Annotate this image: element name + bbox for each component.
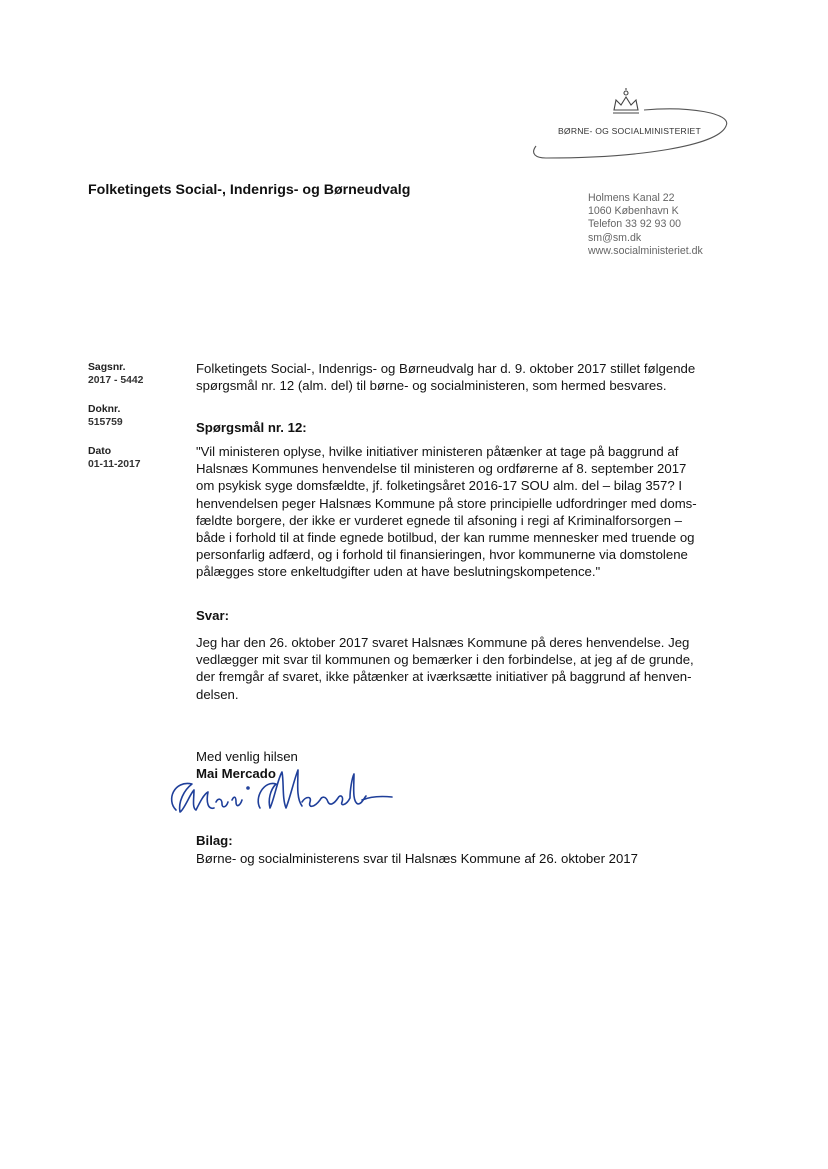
- signer-name: Mai Mercado: [196, 766, 276, 781]
- question-line: Halsnæs Kommunes henvendelse til ministeren og ordførerne af 8. september 2017: [196, 461, 687, 477]
- meta-doknr: [88, 404, 123, 428]
- dato-value: 01-11-2017: [88, 459, 141, 470]
- question-line: personfarlig adfærd, og i forhold til finansieringen, hvor kommunerne via domstolene: [196, 547, 688, 563]
- handwritten-signature: [164, 750, 394, 830]
- address-block: [588, 192, 703, 258]
- question-heading: Spørgsmål nr. 12:: [196, 420, 307, 435]
- address-street: Holmens Kanal 22: [588, 192, 675, 204]
- address-web[interactable]: www.socialministeriet.dk: [588, 244, 703, 257]
- question-line: om psykisk syge domsfældte, jf. folketingsåret 2016-17 SOU alm. del – bilag 357? I: [196, 478, 682, 494]
- crown-icon: [613, 88, 639, 113]
- intro-paragraph: [196, 360, 736, 394]
- sagsnr-label: Sagsnr.: [88, 362, 126, 373]
- ministry-name: BØRNE- OG SOCIALMINISTERIET: [558, 126, 701, 136]
- address-city: 1060 København K: [588, 205, 679, 218]
- address-email[interactable]: sm@sm.dk: [588, 231, 642, 244]
- answer-line: vedlægger mit svar til kommunen og bemærker i den forbindelse, at jeg af de grunde,: [196, 652, 694, 668]
- question-line: "Vil ministeren oplyse, hvilke initiativer ministeren påtænker at tage på baggrund af: [196, 444, 679, 459]
- attachment-heading: Bilag:: [196, 833, 233, 848]
- question-line: fældte borgere, der ikke er vurderet egnede til afsoning i regi af Kriminalforsorgen –: [196, 512, 682, 528]
- intro-line: spørgsmål nr. 12 (alm. del) til børne- og socialministeren, som hermed besvares.: [196, 378, 667, 394]
- question-line: både i forhold til at finde egnede botilbud, der kan rumme mennesker med truende og: [196, 530, 695, 546]
- answer-line: Jeg har den 26. oktober 2017 svaret Halsnæs Kommune på deres henvendelse. Jeg: [196, 635, 690, 650]
- meta-sagsnr: [88, 362, 143, 386]
- sagsnr-value: 2017 - 5442: [88, 375, 144, 386]
- answer-paragraph: [196, 634, 736, 703]
- answer-line: delsen.: [196, 686, 239, 702]
- doknr-label: Doknr.: [88, 404, 121, 415]
- question-line: henvendelsen peger Halsnæs Kommune på store principielle udfordringer med doms-: [196, 495, 697, 511]
- ministry-logo: [528, 88, 732, 170]
- answer-line: der fremgår af svaret, ikke påtænker at iværksætte initiativer på baggrund af henven-: [196, 669, 692, 685]
- attachment-text: Børne- og socialministerens svar til Halsnæs Kommune af 26. oktober 2017: [196, 851, 638, 866]
- question-line: pålægges store enkeltudgifter uden at have beslutningskompetence.": [196, 564, 601, 580]
- question-paragraph: [196, 443, 736, 581]
- dato-label: Dato: [88, 446, 112, 457]
- address-phone: Telefon 33 92 93 00: [588, 218, 682, 231]
- intro-line: Folketingets Social-, Indenrigs- og Børneudvalg har d. 9. oktober 2017 stillet følgende: [196, 361, 696, 376]
- doknr-value: 515759: [88, 417, 123, 428]
- closing-greeting: Med venlig hilsen: [196, 749, 298, 764]
- recipient-name: Folketingets Social-, Indenrigs- og Børneudvalg: [88, 182, 411, 198]
- meta-dato: [88, 446, 141, 470]
- answer-heading: Svar:: [196, 608, 229, 623]
